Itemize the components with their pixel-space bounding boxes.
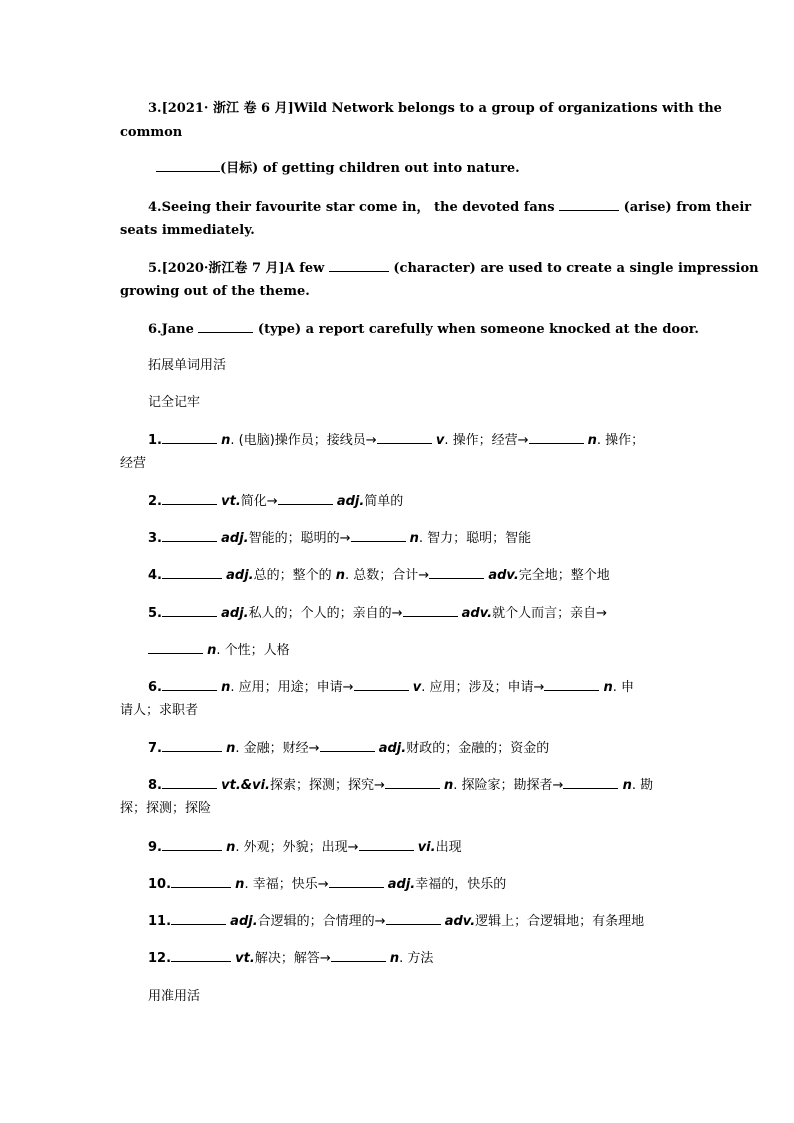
item-number: 9. xyxy=(148,840,162,855)
pos-label: v xyxy=(412,680,422,695)
pos-label: vt. xyxy=(221,494,241,509)
exercise-text: seats immediately. xyxy=(120,223,255,238)
exercise-5-line-2 xyxy=(120,281,676,303)
definition-text: . 操作；经营→ xyxy=(444,433,529,448)
definition-text: . 勘 xyxy=(631,778,654,793)
word-item-7 xyxy=(120,738,676,760)
pos-label: n xyxy=(335,568,346,583)
word-item-9 xyxy=(120,837,676,859)
definition-text: 智能的；聪明的→ xyxy=(248,531,351,546)
pos-label: n xyxy=(622,778,632,793)
pos-label: adv. xyxy=(488,568,519,583)
answer-blank[interactable] xyxy=(162,739,222,752)
exercise-6-line-1 xyxy=(120,319,699,341)
pos-label: adj. xyxy=(221,606,249,621)
exercise-text: (type) a report carefully when someone knocked at the door. xyxy=(253,322,699,337)
section-title-use: 用准用活 xyxy=(148,989,201,1004)
definition-text: . 智力；聪明；智能 xyxy=(418,531,532,546)
word-item-8 xyxy=(120,775,676,797)
pos-label: n xyxy=(226,840,236,855)
definition-text: . 申 xyxy=(612,680,635,695)
answer-blank[interactable] xyxy=(529,431,584,444)
definition-text: . 应用；涉及；申请→ xyxy=(421,680,545,695)
exercise-3-line-1 xyxy=(120,98,722,120)
definition-text: 请人；求职者 xyxy=(120,703,199,718)
answer-blank[interactable] xyxy=(148,641,203,654)
pos-label: vt. xyxy=(235,951,255,966)
pos-label: v xyxy=(435,433,445,448)
pos-label: adj. xyxy=(387,877,416,892)
answer-blank[interactable] xyxy=(162,776,217,789)
word-item-5 xyxy=(120,603,676,625)
definition-text: . 外观；外貌；出现→ xyxy=(235,840,359,855)
answer-blank[interactable] xyxy=(359,838,414,851)
definition-text: 逻辑上；合逻辑地；有条理地 xyxy=(475,914,645,929)
item-number: 6. xyxy=(148,680,162,695)
exercise-text: growing out of the theme. xyxy=(120,284,310,299)
answer-blank[interactable] xyxy=(162,678,217,691)
answer-blank[interactable] xyxy=(329,875,384,888)
definition-text: . 个性；人格 xyxy=(216,643,290,658)
answer-blank[interactable] xyxy=(559,198,619,211)
answer-blank[interactable] xyxy=(331,949,386,962)
pos-label: n xyxy=(409,531,419,546)
answer-blank[interactable] xyxy=(171,875,231,888)
answer-blank[interactable] xyxy=(171,949,231,962)
answer-blank[interactable] xyxy=(171,912,226,925)
definition-text: 出现 xyxy=(435,840,462,855)
definition-text: . 操作； xyxy=(596,433,645,448)
exercise-text: 4.Seeing their favourite star come in， the devoted fans xyxy=(148,200,560,215)
section-title-expand: 拓展单词用活 xyxy=(148,358,227,373)
pos-label: adj. xyxy=(378,741,407,756)
definition-text: 幸福的，快乐的 xyxy=(415,877,507,892)
word-item-12 xyxy=(120,948,676,970)
pos-label: n xyxy=(603,680,613,695)
item-number: 5. xyxy=(148,606,162,621)
item-number: 1. xyxy=(148,433,162,448)
pos-label: n xyxy=(226,741,236,756)
exercise-4-line-2 xyxy=(120,220,676,242)
item-number: 4. xyxy=(148,568,162,583)
definition-text: 解决；解答→ xyxy=(254,951,331,966)
exercise-text: (character) are used to create a single impression xyxy=(388,261,759,276)
word-item-8-cont xyxy=(120,798,676,820)
word-item-3 xyxy=(120,528,676,550)
exercise-text: common xyxy=(120,125,183,140)
definition-text: . 方法 xyxy=(399,951,434,966)
exercise-3-line-3 xyxy=(120,158,676,180)
pos-label: n xyxy=(221,680,231,695)
answer-blank[interactable] xyxy=(162,492,217,505)
word-item-6-cont xyxy=(120,700,676,722)
exercise-text: 3.[2021· 浙江 卷 6 月]Wild Network belongs to a group of organizations with the xyxy=(148,101,722,116)
definition-text: 简单的 xyxy=(364,494,404,509)
answer-blank[interactable] xyxy=(377,431,432,444)
word-item-1-cont xyxy=(120,453,676,475)
definition-text: 探；探测；探险 xyxy=(120,801,212,816)
answer-blank[interactable] xyxy=(563,776,618,789)
answer-blank[interactable] xyxy=(544,678,599,691)
word-item-4 xyxy=(120,565,676,587)
word-item-11 xyxy=(120,911,676,933)
answer-blank[interactable] xyxy=(429,566,484,579)
exercise-text: 6.Jane xyxy=(148,322,199,337)
definition-text: 总的；整个的 xyxy=(253,568,336,583)
definition-text: . 探险家；勘探者→ xyxy=(453,778,564,793)
definition-text: 简化→ xyxy=(240,494,278,509)
item-number: 3. xyxy=(148,531,162,546)
pos-label: adj. xyxy=(221,531,249,546)
pos-label: adv. xyxy=(444,914,476,929)
definition-text: . 幸福；快乐→ xyxy=(244,877,329,892)
answer-blank[interactable] xyxy=(162,838,222,851)
pos-label: vi. xyxy=(417,840,436,855)
pos-label: n xyxy=(235,877,245,892)
pos-label: vt.&vi. xyxy=(221,778,270,793)
exercise-4-line-1 xyxy=(120,197,752,219)
answer-blank[interactable] xyxy=(351,529,406,542)
answer-blank[interactable] xyxy=(385,776,440,789)
definition-text: . 应用；用途；申请→ xyxy=(230,680,354,695)
definition-text: . 总数；合计→ xyxy=(345,568,430,583)
answer-blank[interactable] xyxy=(320,739,375,752)
definition-text: 财政的；金融的；资金的 xyxy=(406,741,550,756)
definition-text: 就个人而言；亲自→ xyxy=(492,606,607,621)
item-number: 12. xyxy=(148,951,172,966)
word-item-2 xyxy=(120,491,676,513)
pos-label: n xyxy=(207,643,217,658)
answer-blank[interactable] xyxy=(162,566,222,579)
definition-text: 合逻辑的；合情理的→ xyxy=(257,914,386,929)
definition-text: 完全地；整个地 xyxy=(518,568,610,583)
pos-label: adj. xyxy=(336,494,365,509)
item-number: 11. xyxy=(148,914,172,929)
exercise-text: 5.[2020·浙江卷 7 月]A few xyxy=(148,261,329,276)
section-title-remember: 记全记牢 xyxy=(148,395,201,410)
item-number: 7. xyxy=(148,741,162,756)
item-number: 8. xyxy=(148,778,162,793)
word-item-10 xyxy=(120,874,676,896)
exercise-text: (arise) from their xyxy=(619,200,752,215)
exercise-text: (目标) of getting children out into nature. xyxy=(220,161,520,176)
answer-blank[interactable] xyxy=(156,159,220,172)
answer-blank[interactable] xyxy=(354,678,409,691)
pos-label: n xyxy=(444,778,454,793)
pos-label: n xyxy=(389,951,400,966)
answer-blank[interactable] xyxy=(403,604,458,617)
exercise-3-line-2 xyxy=(120,122,676,144)
word-item-6 xyxy=(120,677,676,699)
answer-blank[interactable] xyxy=(198,320,253,333)
definition-text: 探索；探测；探究→ xyxy=(269,778,385,793)
pos-label: n xyxy=(587,433,597,448)
answer-blank[interactable] xyxy=(329,259,389,272)
item-number: 2. xyxy=(148,494,162,509)
answer-blank[interactable] xyxy=(162,604,217,617)
definition-text: 私人的；个人的；亲自的→ xyxy=(248,606,403,621)
answer-blank[interactable] xyxy=(386,912,441,925)
word-item-5-cont xyxy=(120,640,676,662)
pos-label: adv. xyxy=(461,606,493,621)
pos-label: adj. xyxy=(230,914,258,929)
item-number: 10. xyxy=(148,877,172,892)
answer-blank[interactable] xyxy=(278,492,333,505)
answer-blank[interactable] xyxy=(162,529,217,542)
definition-text: . 金融；财经→ xyxy=(235,741,320,756)
word-item-1 xyxy=(120,430,676,452)
answer-blank[interactable] xyxy=(162,431,217,444)
definition-text: . (电脑)操作员；接线员→ xyxy=(230,433,377,448)
exercise-5-line-1 xyxy=(120,258,759,280)
pos-label: adj. xyxy=(226,568,254,583)
pos-label: n xyxy=(221,433,231,448)
definition-text: 经营 xyxy=(120,456,147,471)
